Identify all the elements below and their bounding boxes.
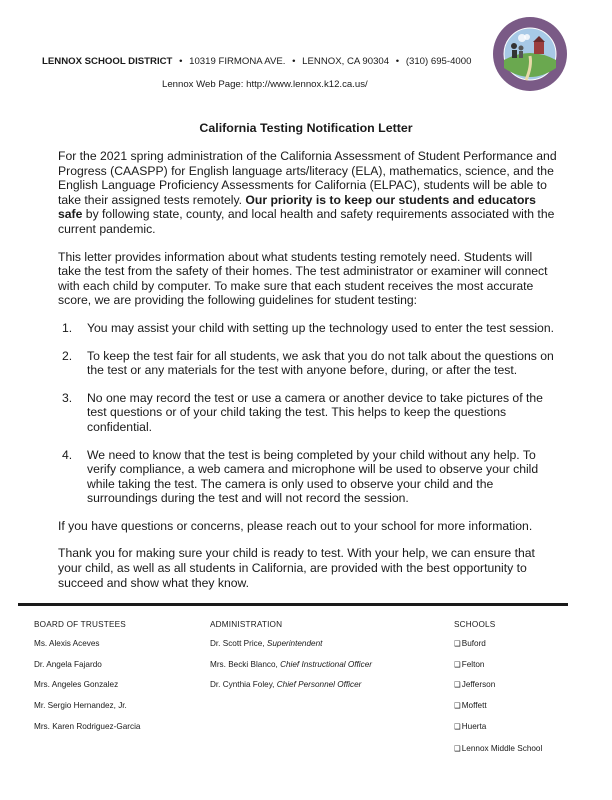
guideline-text: You may assist your child with setting up the technology used to enter the test session.: [87, 320, 555, 335]
intro-text-continued: by following state, county, and local health and safety requirements associated with the current pandemic.: [58, 207, 555, 236]
bullet-separator: •: [179, 56, 183, 67]
administrator-name: Dr. Cynthia Foley,: [210, 680, 277, 690]
school-name: Huerta: [461, 721, 487, 731]
schools-column: [454, 620, 574, 765]
guideline-text: We need to know that the test is being completed by your child without any help. To verify compliance, a web camera and microphone will be used to observe your child while taking the test. The camera is only used to observe your child and the surroundings during the test and will not record the session.: [87, 447, 539, 506]
intro-paragraph: [58, 149, 558, 237]
checkbox-icon: ❑: [454, 701, 461, 711]
administrator: [210, 680, 450, 701]
guideline-item: [58, 321, 558, 336]
administrator-name: Mrs. Becki Blanco,: [210, 659, 281, 669]
school-item: [454, 639, 574, 660]
checkbox-icon: ❑: [454, 680, 461, 690]
administrator: [210, 639, 450, 660]
school-name: Lennox Middle School: [461, 744, 543, 754]
board-heading: BOARD OF TRUSTEES: [34, 620, 126, 629]
school-name: Jefferson: [461, 680, 496, 690]
guideline-item: [58, 391, 558, 435]
questions-paragraph: If you have questions or concerns, please reach out to your school for more information.: [58, 518, 533, 533]
guideline-number: 1.: [62, 320, 73, 335]
school-item: [454, 722, 574, 743]
board-of-trustees-column: [34, 620, 204, 742]
administrator: [210, 660, 450, 681]
web-page-url[interactable]: http://www.lennox.k12.ca.us/: [246, 79, 368, 90]
guidelines-list: [58, 321, 558, 506]
schools-heading: SCHOOLS: [454, 620, 496, 629]
letter-body: [58, 149, 558, 603]
school-item: [454, 744, 574, 765]
letterhead-address: [42, 56, 492, 67]
administration-heading: ADMINISTRATION: [210, 620, 283, 629]
street-address: 10319 FIRMONA AVE.: [189, 56, 286, 67]
administration-column: [210, 620, 450, 701]
web-page-line: [162, 79, 368, 90]
school-name: Felton: [461, 659, 485, 669]
checkbox-icon: ❑: [454, 659, 461, 669]
district-name: LENNOX SCHOOL DISTRICT: [42, 56, 173, 67]
guideline-number: 3.: [62, 390, 73, 405]
guideline-number: 2.: [62, 348, 73, 363]
school-item: [454, 701, 574, 722]
guideline-number: 4.: [62, 447, 73, 462]
bullet-separator: •: [395, 56, 400, 67]
guideline-item: [58, 448, 558, 506]
phone-number: (310) 695-4000: [405, 56, 472, 67]
closing-paragraph: Thank you for making sure your child is ready to test. With your help, we can ensure that your child, as well as all students in California, are provided with the best opportunity to succeed and show what they know.: [58, 546, 535, 590]
letter-footer: [34, 620, 574, 760]
footer-divider: [18, 603, 568, 606]
trustee-name: Ms. Alexis Aceves: [34, 639, 100, 648]
administrator-name: Dr. Scott Price,: [210, 639, 267, 648]
city-state-zip: LENNOX, CA 90304: [302, 56, 390, 67]
school-name: Buford: [461, 639, 486, 648]
trustee-name: Mrs. Karen Rodriguez-Garcia: [34, 721, 141, 731]
intro-text: For the 2021 spring administration of the California Assessment of Student Performance and Progress (CAASPP) for English language arts/literacy (ELA), mathematics, science, and the English Language Proficiency Assessments for California (ELPAC), students will be able to take their assigned tests remotely.: [58, 149, 557, 207]
administrator-title: Chief Instructional Officer: [280, 659, 372, 669]
guideline-text: No one may record the test or use a camera or another device to take pictures of the test questions or of your child taking the test. This helps to keep the questions confidential.: [87, 390, 543, 434]
letter-title: California Testing Notification Letter: [199, 121, 413, 135]
district-seal-logo: [492, 16, 568, 92]
trustee-name: Mrs. Angeles Gonzalez: [34, 680, 119, 690]
checkbox-icon: ❑: [454, 721, 461, 731]
school-item: [454, 660, 574, 681]
info-paragraph: This letter provides information about what students testing remotely need. Students will take the test from the safety of their homes. The test administrator or examiner will connect with each child by computer. To make sure that each student receives the most accurate score, we are providing the following guidelines for student testing:: [58, 249, 548, 308]
guideline-text: To keep the test fair for all students, we ask that you do not talk about the questions on the test or any materials for the test with anyone before, during, or after the test.: [87, 348, 554, 378]
trustee-name: Mr. Sergio Hernandez, Jr.: [34, 701, 127, 711]
intro-emphasis: Our priority is to keep our students and educators safe: [58, 192, 536, 222]
checkbox-icon: ❑: [454, 639, 461, 648]
trustee-name: Dr. Angela Fajardo: [34, 659, 102, 669]
web-page-label: Lennox Web Page:: [162, 79, 244, 90]
bullet-separator: •: [292, 56, 296, 67]
checkbox-icon: ❑: [454, 744, 461, 754]
administrator-title: Superintendent: [266, 639, 323, 648]
school-name: Moffett: [461, 701, 487, 711]
guideline-item: [58, 349, 558, 378]
administrator-title: Chief Personnel Officer: [276, 680, 362, 690]
school-item: [454, 680, 574, 701]
